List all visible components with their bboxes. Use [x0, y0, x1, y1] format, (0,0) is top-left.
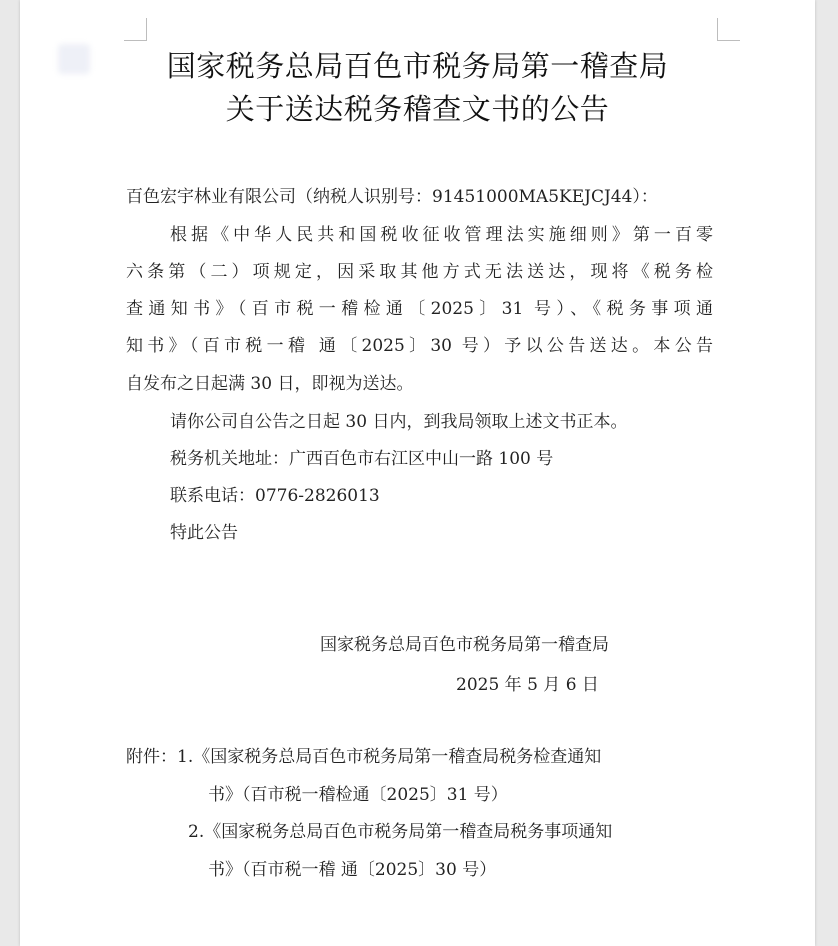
address-line: 税务机关地址：广西百色市右江区中山一路 100 号 [170, 449, 554, 469]
body-line-3: 查通知书》（百市税一稽检通〔2025〕31 号）、《税务事项通 [126, 299, 713, 319]
closing-line: 特此公告 [170, 523, 238, 543]
body-line-4: 知书》（百市税一稽 通〔2025〕30 号）予以公告送达。本公告 [126, 336, 713, 356]
attachment-1-line-1: 附件：1.《国家税务总局百色市税务局第一稽查局税务检查通知 [126, 747, 602, 767]
document-page [20, 0, 815, 946]
attachment-2-line-1: 2.《国家税务总局百色市税务局第一稽查局税务事项通知 [188, 822, 613, 842]
body-line-5: 自发布之日起满 30 日，即视为送达。 [126, 374, 414, 394]
recipient-line: 百色宏宇林业有限公司（纳税人识别号：91451000MA5KEJCJ44）： [126, 187, 658, 207]
signature-org: 国家税务总局百色市税务局第一稽查局 [320, 635, 609, 655]
title-line-1: 国家税务总局百色市税务局第一稽查局 [166, 49, 669, 83]
body-line-2: 六条第（二）项规定，因采取其他方式无法送达，现将《税务检 [126, 262, 713, 282]
margin-corner-top-right [717, 18, 740, 41]
margin-corner-top-left [124, 18, 147, 41]
body-line-1: 根据《中华人民共和国税收征收管理法实施细则》第一百零 [170, 225, 713, 245]
instruction-line: 请你公司自公告之日起 30 日内，到我局领取上述文书正本。 [170, 412, 628, 432]
signature-date: 2025 年 5 月 6 日 [456, 675, 599, 695]
attachment-1-line-2: 书》（百市税一稽检通〔2025〕31 号） [208, 785, 508, 805]
title-line-2: 关于送达税务稽查文书的公告 [225, 92, 610, 126]
attachment-2-line-2: 书》（百市税一稽 通〔2025〕30 号） [208, 860, 497, 880]
phone-line: 联系电话：0776-2826013 [170, 486, 380, 506]
